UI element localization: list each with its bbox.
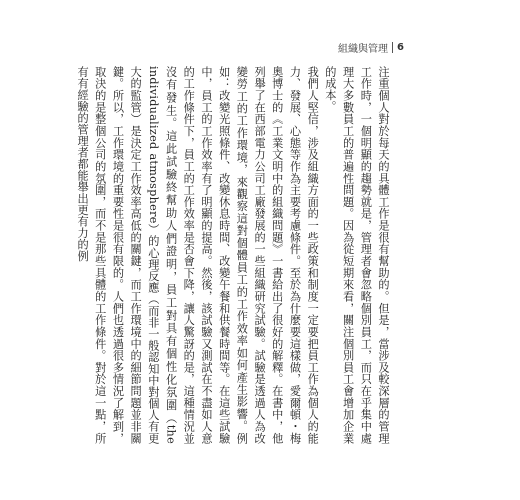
running-head bbox=[338, 40, 404, 55]
header-divider bbox=[392, 42, 393, 53]
paragraph: 我們人堅信，涉及組織方面的一些政策和制度一定要把員工作為個人的能力、發展、心態等作為主要考慮條件。至於為什麼要這樣做，愛爾頓・梅奧博士的《工業文明中的組織問題》一書給出了很好的解釋。在書中，他列舉了在西部電力公司工廠發展的一些組織研究試驗。試驗是透過人為改變勞工的工作環境，來觀察這對個體員工的工作效率如何產生影響。例如：改變光照條件、改變休息時間、改變午餐和供餐時間等。在這些試驗中，員工的工作效率有了明顯的提高。然後，該試驗又測試在不盡如人意的工作條件下，員工的工作效率是否會下降，讓人驚訝的是，這種情況並沒有發生。這此試驗終幫助人們證明，員工對具有個性化氛圍（the individualized atmosphere）的心理反應（而非一般認知中對個人有更大的監管）是決定工作效率高低的關鍵，而工作環境中的細節問題並非關鍵。所以，工作環境的重要性是很有限的。人們也透過很多情況了解到，取決的是整個公司的氛圍，而不是那些具體的工作條件。對於這一點，所有有經驗的管理者都能舉出更有力的例 bbox=[76, 66, 320, 444]
body-text bbox=[76, 66, 392, 444]
paragraph: 注重個人對於每天的具體工作是很有幫助的。但是，當涉及較深層的管理工作時，一個明顯的趨勢就是，管理者會忽略個別員工，而只在乎集中處理大多數員工的普遍性問題。因為從短期來看，關注個別員工會增加企業的成本。 bbox=[323, 66, 390, 444]
chapter-title: 組織與管理 bbox=[338, 44, 389, 55]
page-number: 6 bbox=[397, 42, 404, 53]
